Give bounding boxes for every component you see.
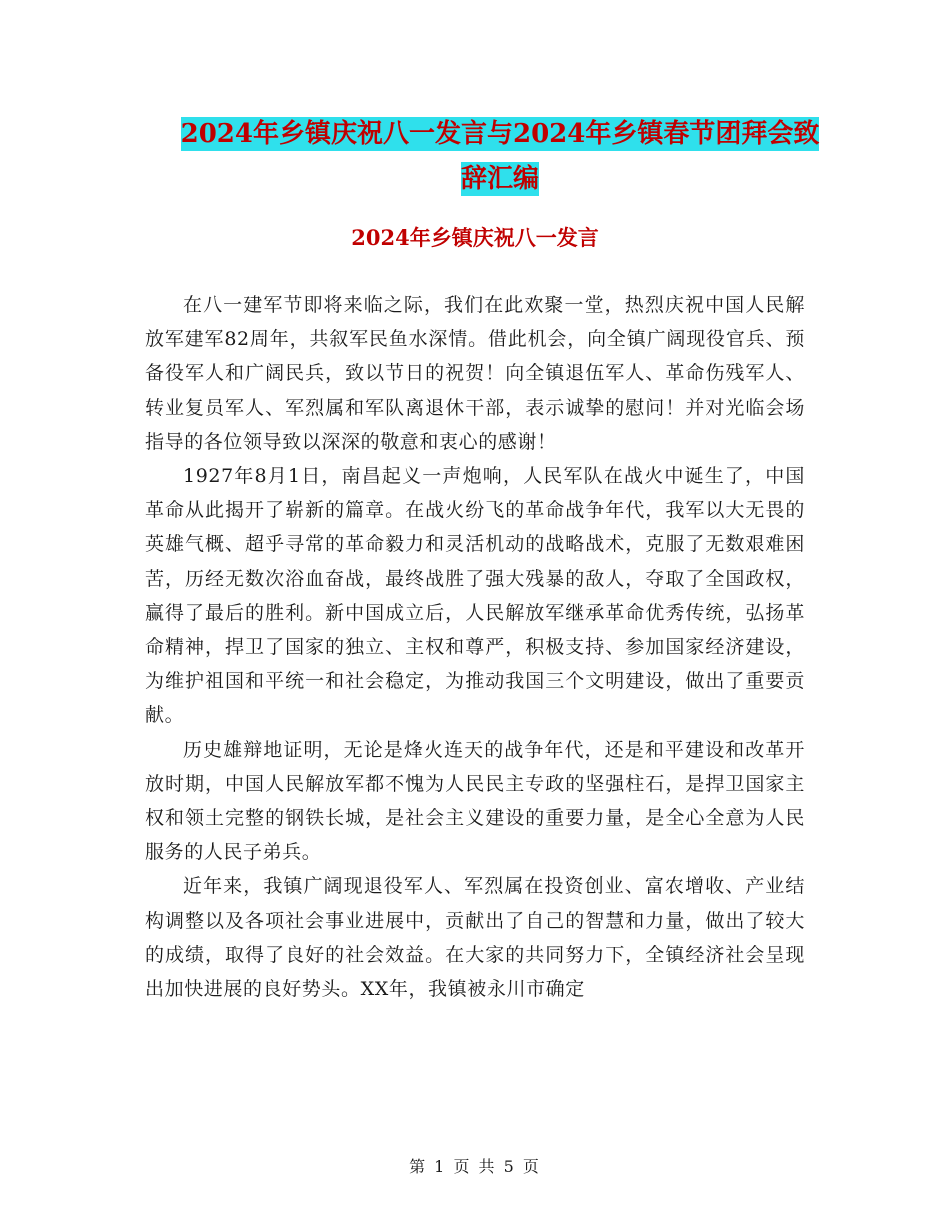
page-footer: 第 1 页 共 5 页 (409, 1157, 541, 1176)
paragraph: 在八一建军节即将来临之际，我们在此欢聚一堂，热烈庆祝中国人民解放军建军82周年，共叙军民鱼水深情。借此机会，向全镇广阔现役官兵、预备役军人和广阔民兵，致以节日的祝贺！向全镇退伍军人、革命伤残军人、转业复员军人、军烈属和军队离退休干部，表示诚挚的慰问！并对光临会场指导的各位领导致以深深的敬意和衷心的感谢！ (145, 294, 805, 453)
document-title-line-1: 2024年乡镇庆祝八一发言与2024年乡镇春节团拜会致 (180, 119, 820, 149)
section-title: 2024年乡镇庆祝八一发言 (351, 225, 599, 250)
paragraph: 历史雄辩地证明，无论是烽火连天的战争年代，还是和平建设和改革开放时期，中国人民解放军都不愧为人民民主专政的坚强柱石，是捍卫国家主权和领土完整的钢铁长城，是社会主义建设的重要力量，是全心全意为人民服务的人民子弟兵。 (145, 738, 805, 864)
document-title (140, 112, 860, 202)
paragraph: 1927年8月1日，南昌起义一声炮响，人民军队在战火中诞生了，中国革命从此揭开了崭新的篇章。在战火纷飞的革命战争年代，我军以大无畏的英雄气概、超乎寻常的革命毅力和灵活机动的战略战术，克服了无数艰难困苦，历经无数次浴血奋战，最终战胜了强大残暴的敌人，夺取了全国政权，赢得了最后的胜利。新中国成立后，人民解放军继承革命优秀传统，弘扬革命精神，捍卫了国家的独立、主权和尊严，积极支持、参加国家经济建设，为维护祖国和平统一和社会稳定，为推动我国三个文明建设，做出了重要贡献。 (145, 465, 805, 727)
body-text (145, 288, 805, 1006)
paragraph: 近年来，我镇广阔现退役军人、军烈属在投资创业、富农增收、产业结构调整以及各项社会事业进展中，贡献出了自己的智慧和力量，做出了较大的成绩，取得了良好的社会效益。在大家的共同努力下，全镇经济社会呈现出加快进展的良好势头。XX年，我镇被永川市确定 (145, 875, 805, 1001)
document-title-line-2: 辞汇编 (460, 164, 539, 194)
